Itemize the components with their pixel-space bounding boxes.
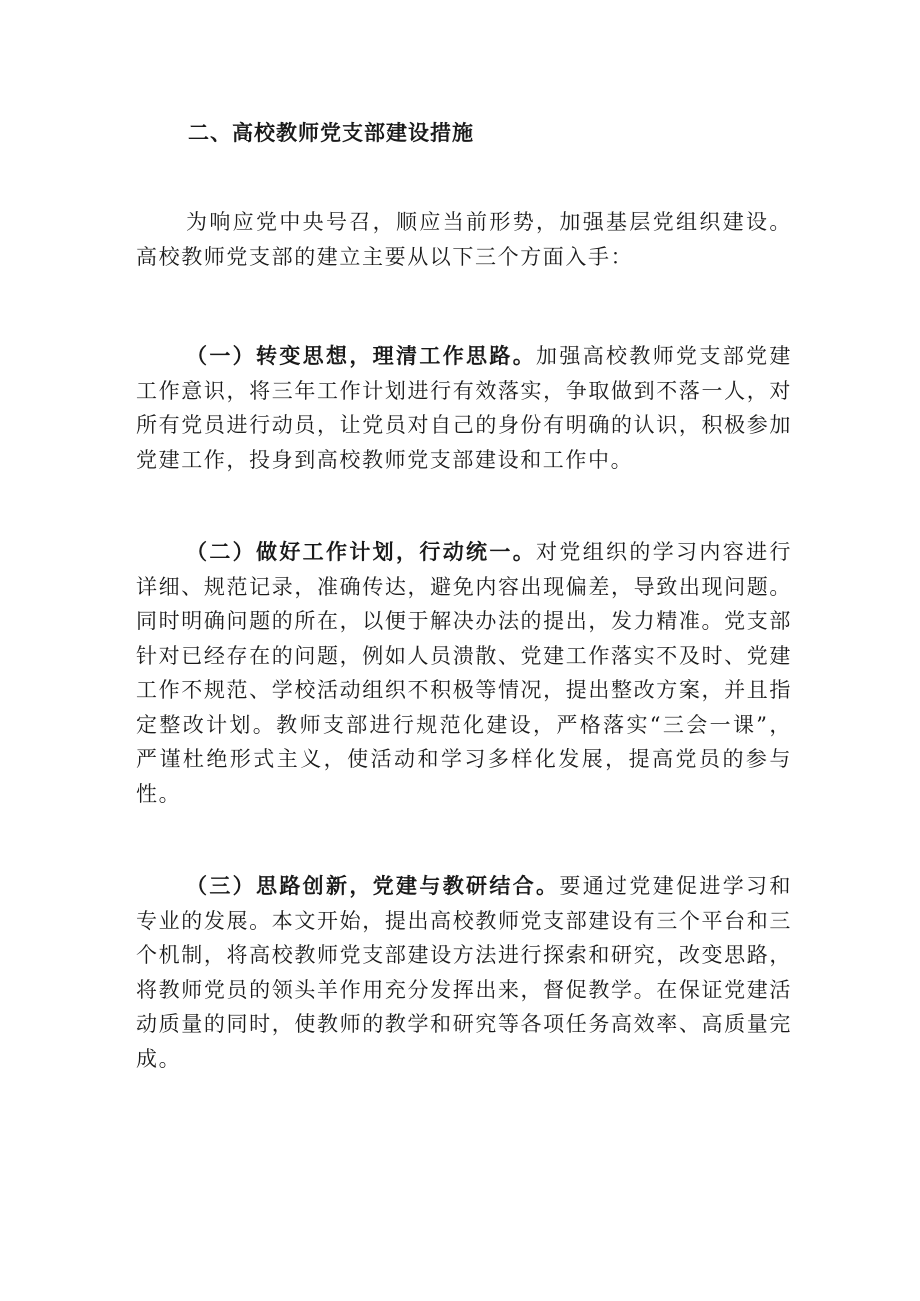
intro-paragraph <box>136 205 792 274</box>
measure-2-lead: （二）做好工作计划，行动统一。 <box>186 539 537 564</box>
measure-3-lead: （三）思路创新，党建与教研结合。 <box>186 873 560 898</box>
measure-1-lead: （一）转变思想，理清工作思路。 <box>186 343 537 368</box>
intro-paragraph-text: 为响应党中央号召，顺应当前形势，加强基层党组织建设。高校教师党支部的建立主要从以下三个方面入手： <box>136 210 792 269</box>
measure-paragraph-3 <box>136 869 792 1076</box>
measure-paragraph-1 <box>136 339 792 477</box>
section-heading: 二、高校教师党支部建设措施 <box>188 120 474 145</box>
measure-3-text: 要通过党建促进学习和专业的发展。本文开始，提出高校教师党支部建设有三个平台和三个机制，将高校教师党支部建设方法进行探索和研究，改变思路，将教师党员的领头羊作用充分发挥出来，督促教学。在保证党建活动质量的同时，使教师的教学和研究等各项任务高效率、高质量完成。 <box>136 874 792 1071</box>
measure-paragraph-2 <box>136 535 792 811</box>
measure-1-text: 加强高校教师党支部党建工作意识，将三年工作计划进行有效落实，争取做到不落一人，对所有党员进行动员，让党员对自己的身份有明确的认识，积极参加党建工作，投身到高校教师党支部建设和工作中。 <box>136 344 793 472</box>
measure-2-text: 对党组织的学习内容进行详细、规范记录，准确传达，避免内容出现偏差，导致出现问题。同时明确问题的所在，以便于解决办法的提出，发力精准。党支部针对已经存在的问题，例如人员溃散、党建工作落实不及时、党建工作不规范、学校活动组织不积极等情况，提出整改方案，并且指定整改计划。教师支部进行规范化建设，严格落实“三会一课”，严谨杜绝形式主义，使活动和学习多样化发展，提高党员的参与性。 <box>136 540 793 806</box>
